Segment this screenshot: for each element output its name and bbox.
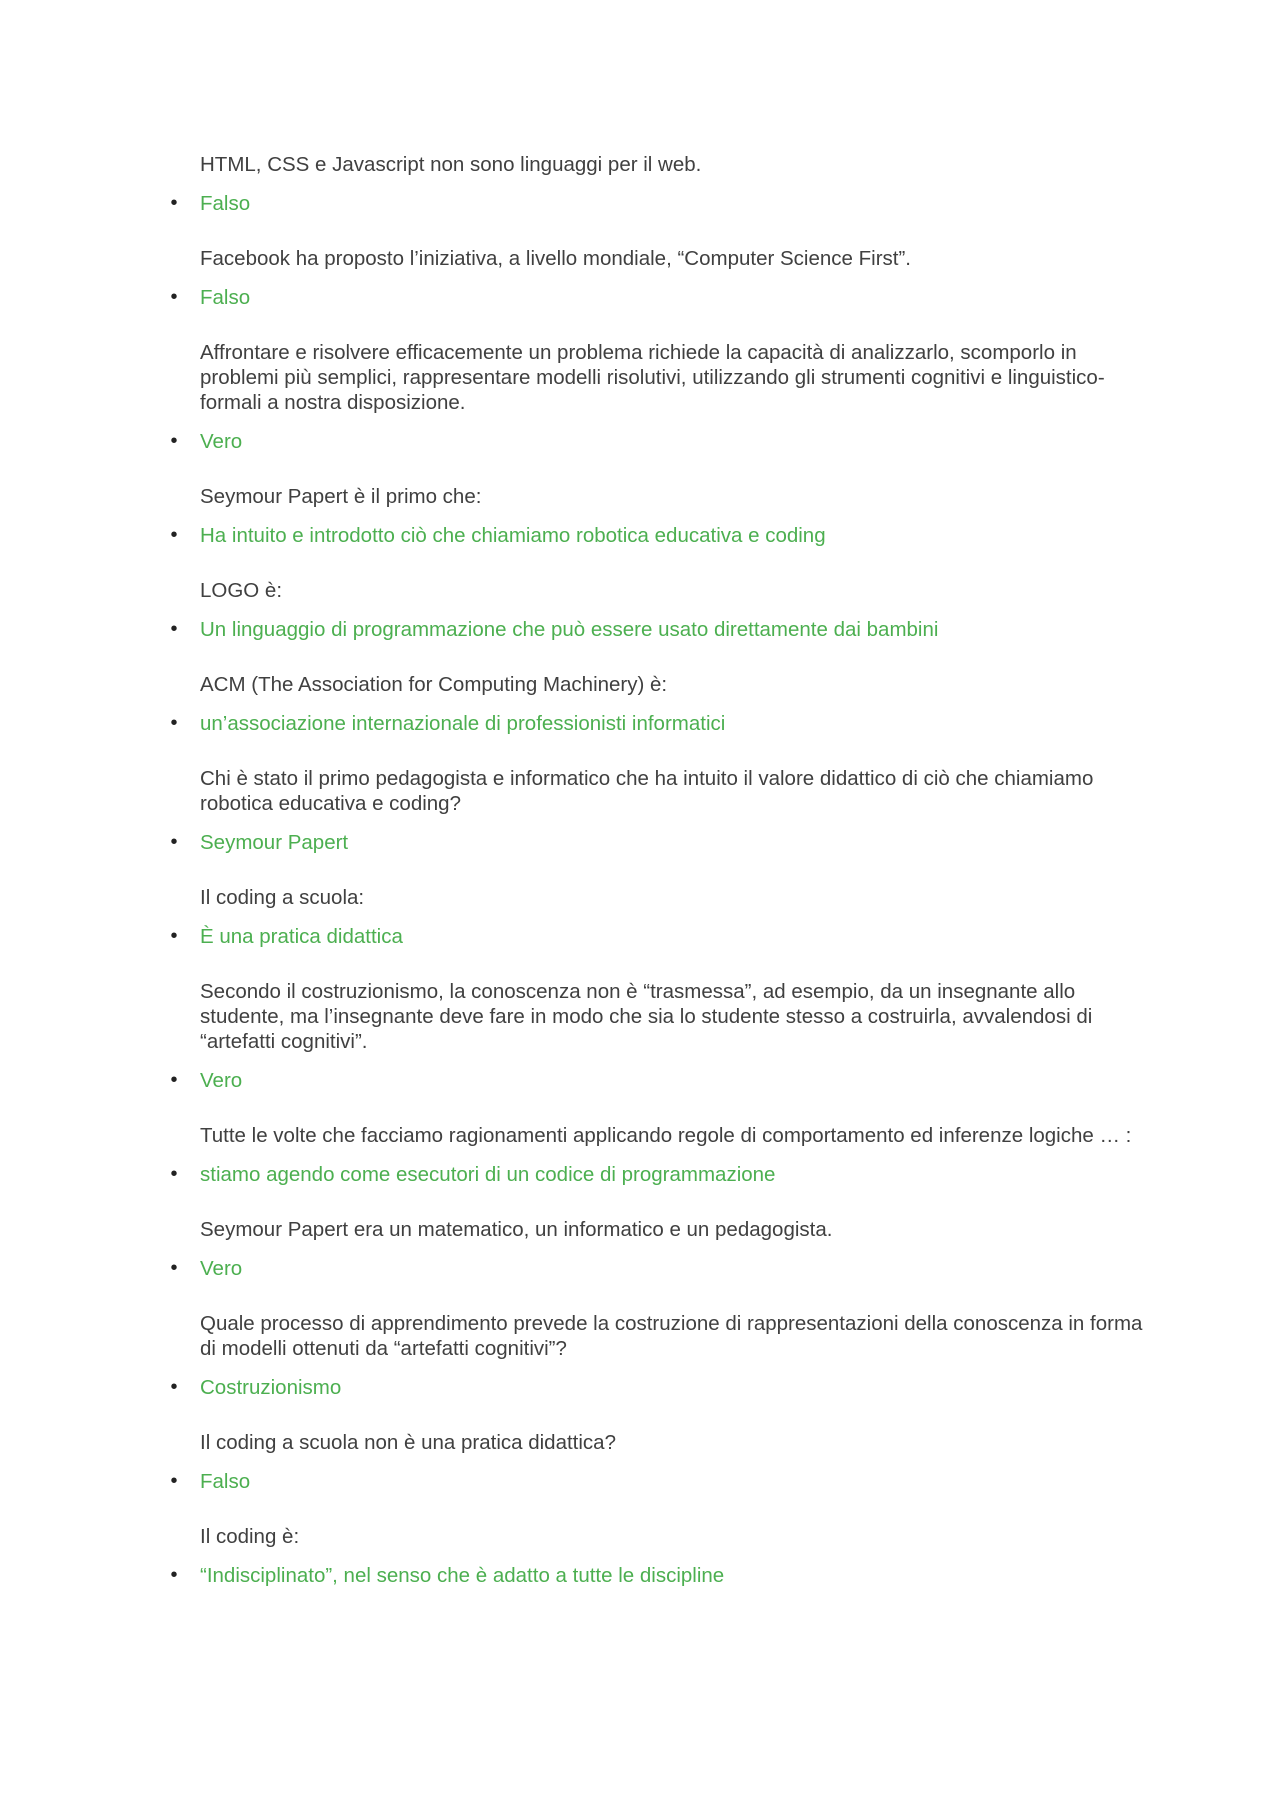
answer-label: Costruzionismo xyxy=(200,1376,342,1399)
question-text: Chi è stato il primo pedagogista e informatico che ha intuito il valore didattico di ciò che chiamiamo robotica educativa e coding? xyxy=(200,767,1094,815)
question-text: Secondo il costruzionismo, la conoscenza non è “trasmessa”, ad esempio, da un insegnante allo studente, ma l’insegnante deve fare in modo che sia lo studente stesso a costruirla, avvalendosi di “artefatti cognitivi”. xyxy=(200,980,1093,1053)
answer-text xyxy=(170,1162,1160,1187)
bullet-icon: • xyxy=(170,286,178,308)
question-text: ACM (The Association for Computing Machinery) è: xyxy=(200,673,668,696)
bullet-icon: • xyxy=(170,524,178,546)
bullet-icon: • xyxy=(170,430,178,452)
answer-text xyxy=(170,1375,1160,1400)
bullet-icon: • xyxy=(170,1069,178,1091)
bullet-icon: • xyxy=(170,618,178,640)
answer-text xyxy=(170,191,1160,216)
answer-text xyxy=(170,830,1160,855)
question-text: Il coding a scuola non è una pratica didattica? xyxy=(200,1431,616,1454)
question-text: Facebook ha proposto l’iniziativa, a livello mondiale, “Computer Science First”. xyxy=(200,247,911,270)
answer-label: Falso xyxy=(200,192,251,215)
bullet-icon: • xyxy=(170,1257,178,1279)
bullet-icon: • xyxy=(170,925,178,947)
answer-label: un’associazione internazionale di professionisti informatici xyxy=(200,712,726,735)
qa-item xyxy=(170,766,1160,855)
bullet-icon: • xyxy=(170,831,178,853)
qa-item xyxy=(170,1217,1160,1281)
qa-item xyxy=(170,885,1160,949)
answer-text xyxy=(170,1068,1160,1093)
question-text: Il coding è: xyxy=(200,1525,300,1548)
answer-label: Falso xyxy=(200,286,251,309)
qa-item xyxy=(170,152,1160,216)
answer-label: È una pratica didattica xyxy=(200,925,403,948)
qa-item xyxy=(170,1430,1160,1494)
qa-item xyxy=(170,1123,1160,1187)
question-text: Affrontare e risolvere efficacemente un problema richiede la capacità di analizzarlo, scomporlo in problemi più semplici, rappresentare modelli risolutivi, utilizzando gli strumenti cognitivi e linguistico-formali a nostra disposizione. xyxy=(200,341,1105,414)
answer-text xyxy=(170,285,1160,310)
qa-item xyxy=(170,1524,1160,1588)
question-text: Quale processo di apprendimento prevede la costruzione di rappresentazioni della conoscenza in forma di modelli ottenuti da “artefatti cognitivi”? xyxy=(200,1312,1143,1360)
answer-label: Ha intuito e introdotto ciò che chiamiamo robotica educativa e coding xyxy=(200,524,826,547)
answer-text xyxy=(170,523,1160,548)
question-text: Seymour Papert era un matematico, un informatico e un pedagogista. xyxy=(200,1218,833,1241)
bullet-icon: • xyxy=(170,1376,178,1398)
qa-item xyxy=(170,672,1160,736)
answer-text xyxy=(170,429,1160,454)
bullet-icon: • xyxy=(170,1564,178,1586)
question-text: Il coding a scuola: xyxy=(200,886,365,909)
answer-text xyxy=(170,924,1160,949)
answer-text xyxy=(170,1469,1160,1494)
answer-label: Vero xyxy=(200,430,243,453)
question-text: LOGO è: xyxy=(200,579,283,602)
qa-item xyxy=(170,340,1160,454)
qa-item xyxy=(170,484,1160,548)
bullet-icon: • xyxy=(170,712,178,734)
question-text: HTML, CSS e Javascript non sono linguaggi per il web. xyxy=(200,153,702,176)
qa-list xyxy=(170,152,1160,1618)
qa-item xyxy=(170,246,1160,310)
bullet-icon: • xyxy=(170,1470,178,1492)
answer-label: Falso xyxy=(200,1470,251,1493)
qa-item xyxy=(170,979,1160,1093)
qa-item xyxy=(170,1311,1160,1400)
answer-label: Seymour Papert xyxy=(200,831,349,854)
question-text: Tutte le volte che facciamo ragionamenti applicando regole di comportamento ed inferenze logiche … : xyxy=(200,1124,1132,1147)
answer-label: Vero xyxy=(200,1257,243,1280)
bullet-icon: • xyxy=(170,1163,178,1185)
answer-text xyxy=(170,1563,1160,1588)
qa-item xyxy=(170,578,1160,642)
answer-label: Vero xyxy=(200,1069,243,1092)
answer-text xyxy=(170,1256,1160,1281)
bullet-icon: • xyxy=(170,192,178,214)
answer-text xyxy=(170,711,1160,736)
answer-label: “Indisciplinato”, nel senso che è adatto a tutte le discipline xyxy=(200,1564,725,1587)
question-text: Seymour Papert è il primo che: xyxy=(200,485,482,508)
answer-label: Un linguaggio di programmazione che può essere usato direttamente dai bambini xyxy=(200,618,939,641)
answer-text xyxy=(170,617,1160,642)
answer-label: stiamo agendo come esecutori di un codice di programmazione xyxy=(200,1163,776,1186)
